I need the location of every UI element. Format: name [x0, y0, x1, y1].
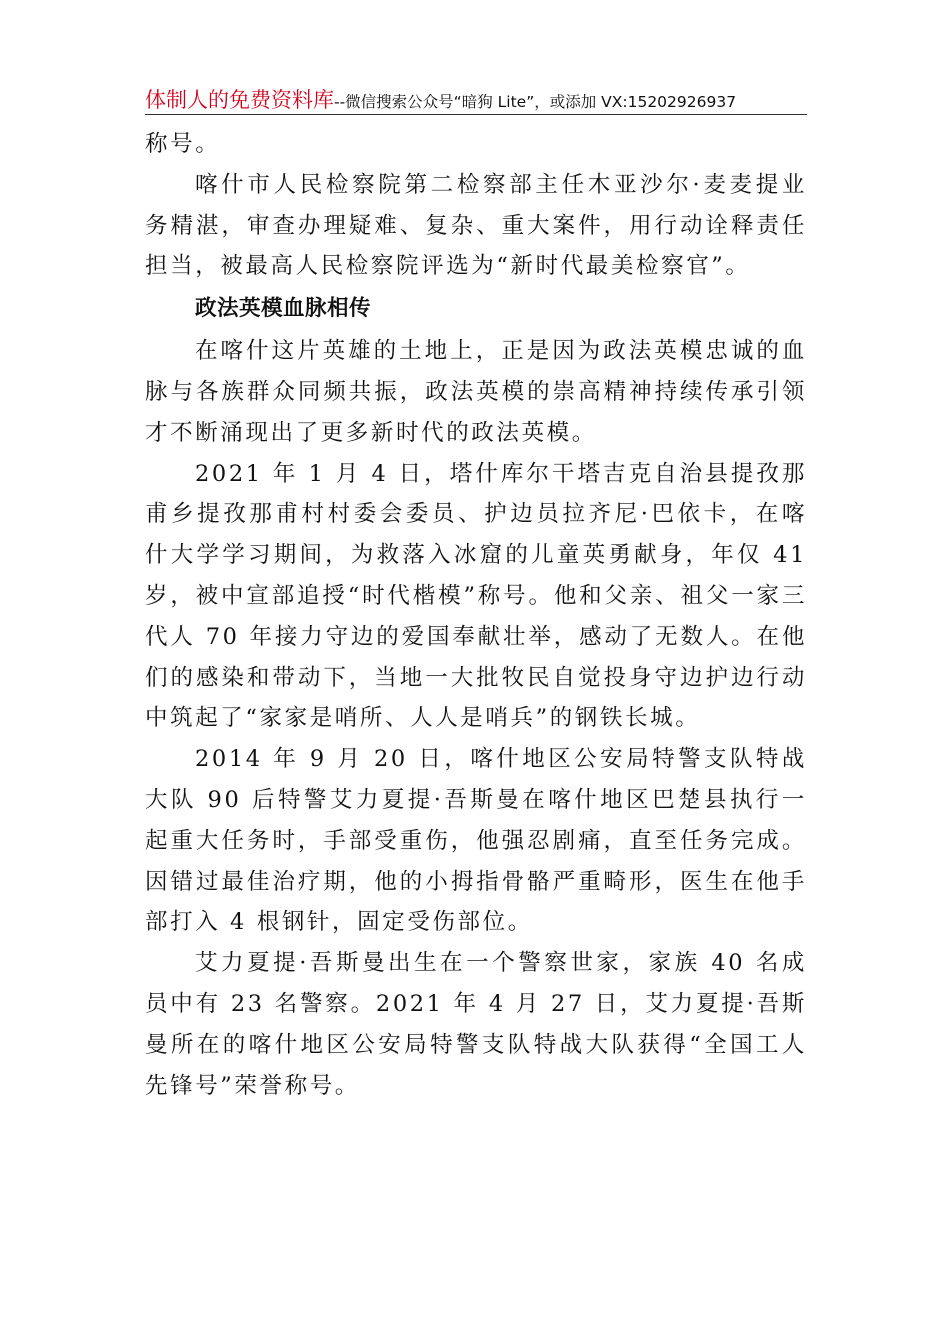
- paragraph-special-police: 2014 年 9 月 20 日，喀什地区公安局特警支队特战大队 90 后特警艾力夏提·吾斯曼在喀什地区巴楚县执行一起重大任务时，手部受重伤，他强忍剧痛，直至任务完成。因错过最佳治疗期，他的小拇指骨骼严重畸形，医生在他手部打入 4 根钢针，固定受伤部位。: [145, 746, 807, 936]
- paragraph-border-guard: 2021 年 1 月 4 日，塔什库尔干塔吉克自治县提孜那甫乡提孜那甫村村委会委员、护边员拉齐尼·巴依卡，在喀什大学学习期间，为救落入冰窟的儿童英勇献身，年仅 41 岁，被中宣部追授“时代楷模”称号。他和父亲、祖父一家三代人 70 年接力守边的爱国奉献壮举，感动了无数人。在他们的感染和带动下，当地一大批牧民自觉投身守边护边行动中筑起了“家家是哨所、人人是哨兵”的钢铁长城。: [145, 460, 807, 732]
- paragraph-prosecutor: 喀什市人民检察院第二检察部主任木亚沙尔·麦麦提业务精湛，审查办理疑难、复杂、重大案件，用行动诠释责任担当，被最高人民检察院评选为“新时代最美检察官”。: [145, 171, 807, 280]
- header-note: --微信搜索公众号“暗狗 Lite”，或添加 VX:15202926937: [334, 93, 737, 111]
- document-body: [145, 124, 807, 1106]
- page-header: [145, 84, 807, 115]
- header-brand: 体制人的免费资料库: [145, 88, 334, 112]
- section-heading: 政法英模血脉相传: [195, 296, 372, 322]
- paragraph-intro: 在喀什这片英雄的土地上，正是因为政法英模忠诚的血脉与各族群众同频共振，政法英模的崇高精神持续传承引领才不断涌现出了更多新时代的政法英模。: [145, 338, 807, 446]
- paragraph-police-family: 艾力夏提·吾斯曼出生在一个警察世家，家族 40 名成员中有 23 名警察。2021 年 4 月 27 日，艾力夏提·吾斯曼所在的喀什地区公安局特警支队特战大队获得“全国工人先锋号”荣誉称号。: [145, 950, 807, 1099]
- paragraph-continued: 称号。: [145, 131, 221, 157]
